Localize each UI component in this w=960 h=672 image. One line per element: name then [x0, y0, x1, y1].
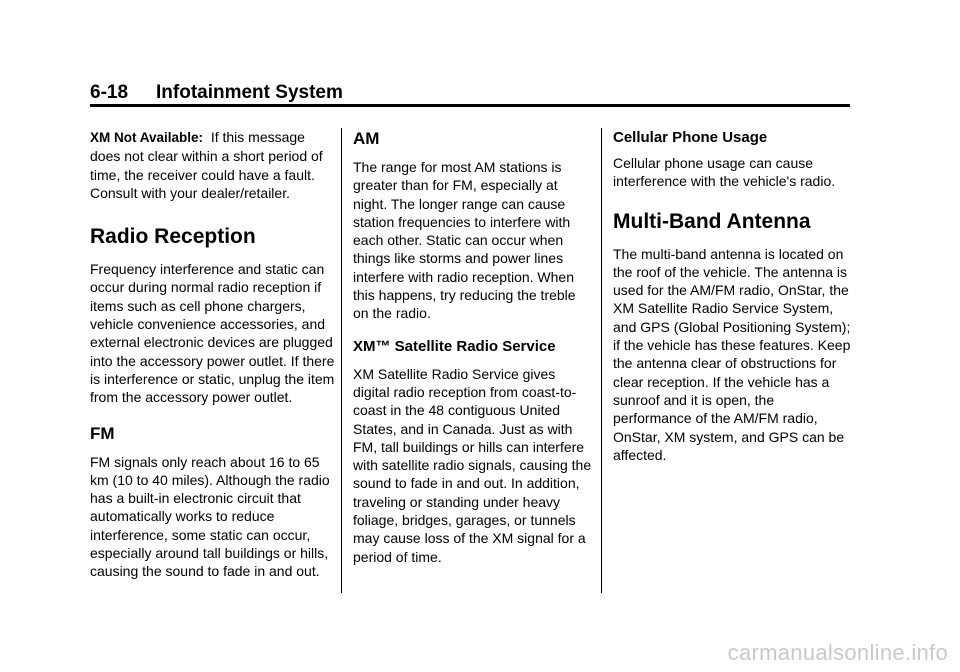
fm-heading: FM: [90, 423, 115, 443]
watermark: carmanualsonline.info: [727, 640, 948, 665]
cellular-phone-heading: Cellular Phone Usage: [613, 129, 768, 146]
fm-text: FM signals only reach about 16 to 65 km (10 to 40 miles). Although the radio has a built-in electronic circuit that automatically works to reduce interference, some static can occur, especially around tall buildings or hills, causing the sound to fade in and out.: [90, 453, 330, 580]
radio-reception-heading: Radio Reception: [90, 225, 256, 249]
column-right: [613, 128, 853, 464]
column-left: [90, 128, 336, 581]
xm-satellite-text: XM Satellite Radio Service gives digital radio reception from coast-to-coast in the 48 contiguous United States, and in Canada. Just as with FM, tall buildings or hills can interfere with satellite radio signals, causing the sound to fade in and out. In addition, traveling or standing under heavy foliage, bridges, garages, or tunnels may cause loss of the XM signal for a period of time.: [353, 365, 592, 565]
multi-band-antenna-text: The multi-band antenna is located on the roof of the vehicle. The antenna is used for the AM/FM radio, OnStar, the XM Satellite Radio Service System, and GPS (Global Positioning System); if the vehicle has these features. Keep the antenna clear of obstructions for clear reception. If the vehicle has a sunroof and it is open, the performance of the AM/FM radio, OnStar, XM system, and GPS can be affected.: [613, 245, 851, 463]
radio-reception-text: Frequency interference and static can occur during normal radio reception if items such as cell phone chargers, vehicle convenience accessories, and external electronic devices are plugged into the accessory power outlet. If there is interference or static, unplug the item from the accessory power outlet.: [90, 261, 335, 406]
column-divider-1: [341, 128, 342, 593]
column-middle: [353, 128, 593, 566]
section-title: Infotainment System: [156, 82, 343, 103]
xm-not-available-text: If this message does not clear within a short period of time, the receiver could have a fault. Consult with your dealer/retailer.: [90, 129, 323, 201]
xm-not-available-label: XM Not Available:: [90, 130, 204, 145]
page-number: 6-18: [90, 82, 129, 103]
cellular-phone-text: Cellular phone usage can cause interference with the vehicle's radio.: [613, 155, 836, 190]
am-text: The range for most AM stations is greater than for FM, especially at night. The longer range can cause station frequencies to interfere with each other. Static can occur when things like storms and power lines interfere with radio reception. When this happens, try reducing the treble on the radio.: [353, 159, 576, 322]
column-divider-2: [601, 128, 602, 593]
xm-not-available-paragraph: [90, 128, 336, 202]
page-header: [90, 80, 850, 106]
am-heading: AM: [353, 129, 380, 148]
xm-satellite-heading: XM™ Satellite Radio Service: [353, 337, 556, 355]
multi-band-antenna-heading: Multi-Band Antenna: [613, 209, 811, 233]
header-rule: [90, 104, 850, 107]
